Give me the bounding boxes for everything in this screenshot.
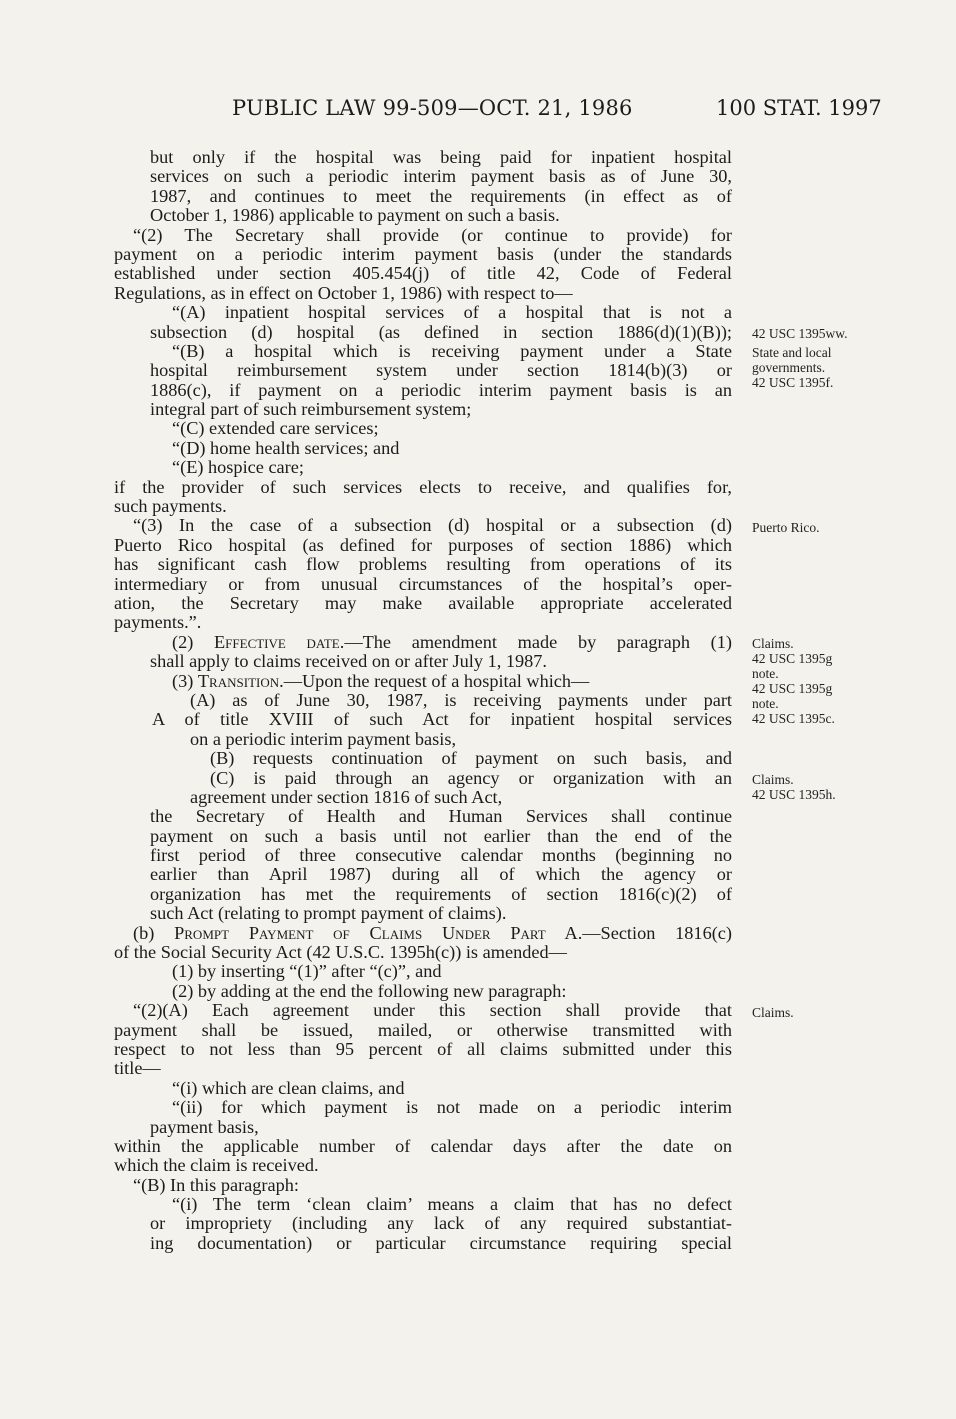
text-line: (C) is paid through an agency or organization with an <box>210 768 732 788</box>
text-line: “(3) In the case of a subsection (d) hospital or a subsection (d) <box>133 516 732 536</box>
text-line: A of title XVIII of such Act for inpatient hospital services <box>152 710 732 730</box>
margin-note <box>752 326 848 341</box>
text-line: “(ii) for which payment is not made on a periodic interim <box>172 1098 732 1118</box>
text-line: ation, the Secretary may make available appropriate accelerated <box>114 593 732 613</box>
text-line: respect to not less than 95 percent of all claims submitted under this <box>114 1039 732 1059</box>
text-line: agreement under section 1816 of such Act, <box>190 787 503 807</box>
margin-note-line: governments. <box>752 360 826 375</box>
margin-note-line: 42 USC 1395g <box>752 681 833 696</box>
text-line: “(E) hospice care; <box>172 458 304 478</box>
margin-note <box>752 520 820 535</box>
margin-note <box>752 636 835 726</box>
text-line: “(B) In this paragraph: <box>133 1175 299 1195</box>
text-line: which the claim is received. <box>114 1156 319 1176</box>
text-line: (1) by inserting “(1)” after “(c)”, and <box>172 962 442 982</box>
text-line: (A) as of June 30, 1987, is receiving payments under part <box>190 690 732 710</box>
text-line: of the Social Security Act (42 U.S.C. 1395h(c)) is amended— <box>114 943 567 963</box>
text-line: “(i) The term ‘clean claim’ means a claim that has no defect <box>172 1195 732 1215</box>
text-line: payment on a periodic interim payment basis (under the standards <box>114 244 732 264</box>
text-line: payments.”. <box>114 613 202 633</box>
text-line: (B) requests continuation of payment on such basis, and <box>210 749 732 769</box>
margin-note-line: State and local <box>752 345 832 360</box>
margin-note-line: Claims. <box>752 771 794 787</box>
text-line: but only if the hospital was being paid for inpatient hospital <box>150 148 732 167</box>
text-line: such Act (relating to prompt payment of claims). <box>150 904 507 924</box>
text-line: hospital reimbursement system under section 1814(b)(3) or <box>150 361 732 381</box>
text-line: subsection (d) hospital (as defined in section 1886(d)(1)(B)); <box>150 322 732 342</box>
text-line: payment on such a basis until not earlier than the end of the <box>150 826 732 846</box>
text-line: within the applicable number of calendar days after the date on <box>114 1136 732 1156</box>
margin-note <box>752 1005 794 1020</box>
text-line: title— <box>114 1059 161 1079</box>
text-line: such payments. <box>114 497 227 517</box>
header-title: PUBLIC LAW 99-509—OCT. 21, 1986 <box>232 96 633 120</box>
text-line: established under section 405.454(j) of title 42, Code of Federal <box>114 264 732 284</box>
margin-note-line: note. <box>752 666 779 681</box>
margin-note-line: Puerto Rico. <box>752 519 820 535</box>
margin-note-line: Claims. <box>752 1004 794 1020</box>
text-line: payment basis, <box>150 1117 259 1137</box>
text-line: (2) by adding at the end the following new paragraph: <box>172 981 567 1001</box>
body-text <box>114 148 732 1253</box>
text-line: “(2) The Secretary shall provide (or continue to provide) for <box>133 225 732 245</box>
text-line: ing documentation) or particular circumstance requiring special <box>150 1233 732 1253</box>
text-line: intermediary or from unusual circumstances of the hospital’s oper- <box>114 574 732 594</box>
text-line: if the provider of such services elects to receive, and qualifies for, <box>114 477 732 497</box>
margin-note-line: 42 USC 1395h. <box>752 786 836 802</box>
text-line: on a periodic interim payment basis, <box>190 729 457 749</box>
text-line: organization has met the requirements of section 1816(c)(2) of <box>150 884 732 904</box>
text-line: earlier than April 1987) during all of which the agency or <box>150 865 732 885</box>
text-line: services on such a periodic interim payment basis as of June 30, <box>150 167 732 187</box>
margin-note <box>752 772 836 802</box>
text-line: (2) Effective date.—The amendment made by paragraph (1) <box>172 632 732 652</box>
text-line: Regulations, as in effect on October 1, 1986) with respect to— <box>114 283 573 303</box>
text-line: has significant cash flow problems resulting from operations of its <box>114 555 732 575</box>
margin-note-line: Claims. <box>752 636 794 651</box>
text-line: (b) Prompt Payment of Claims Under Part A.—Section 1816(c) <box>133 923 732 943</box>
margin-note <box>752 345 833 390</box>
margin-note-line: 42 USC 1395f. <box>752 375 834 390</box>
text-line: “(2)(A) Each agreement under this section shall provide that <box>133 1001 732 1021</box>
margin-note-line: 42 USC 1395g <box>752 651 833 666</box>
margin-note-line: 42 USC 1395ww. <box>752 325 848 341</box>
text-line: “(i) which are clean claims, and <box>172 1078 405 1098</box>
header-stat-page: 100 STAT. 1997 <box>716 96 882 120</box>
text-line: “(C) extended care services; <box>172 419 379 439</box>
margin-note-line: note. <box>752 696 779 711</box>
text-line: “(D) home health services; and <box>172 438 400 458</box>
text-line: October 1, 1986) applicable to payment on such a basis. <box>150 206 560 226</box>
text-line: shall apply to claims received on or after July 1, 1987. <box>150 652 548 672</box>
text-line: 1987, and continues to meet the requirements (in effect as of <box>150 186 732 206</box>
text-line: the Secretary of Health and Human Services shall continue <box>150 807 732 827</box>
text-line: Puerto Rico hospital (as defined for purposes of section 1886) which <box>114 535 732 555</box>
text-line: or impropriety (including any lack of any required substantiat- <box>150 1214 732 1234</box>
margin-note-line: 42 USC 1395c. <box>752 711 835 726</box>
text-line: payment shall be issued, mailed, or otherwise transmitted with <box>114 1020 732 1040</box>
text-line: integral part of such reimbursement system; <box>150 400 472 420</box>
text-line: 1886(c), if payment on a periodic interim payment basis is an <box>150 380 732 400</box>
page-header <box>0 96 956 126</box>
text-line: “(B) a hospital which is receiving payment under a State <box>172 341 732 361</box>
text-line: (3) Transition.—Upon the request of a hospital which— <box>172 671 590 691</box>
text-line: first period of three consecutive calendar months (beginning no <box>150 846 732 866</box>
text-line: “(A) inpatient hospital services of a hospital that is not a <box>172 303 732 323</box>
